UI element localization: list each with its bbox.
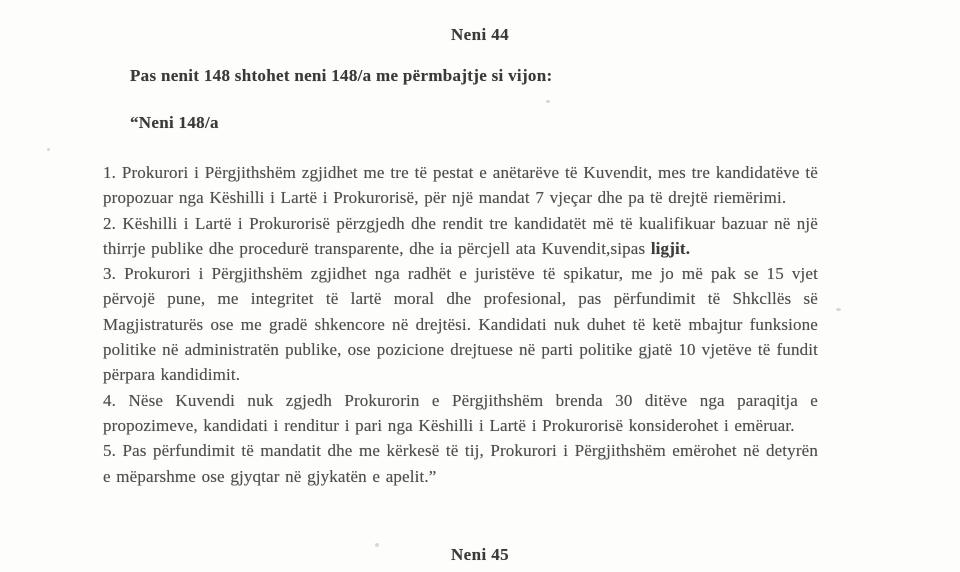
paragraph-4-text: 4. Nëse Kuvendi nuk zgjedh Prokurorin e Përgjithshëm brenda 30 ditëve nga paraqitja e propozimeve, kandidati i renditur i pari nga Këshilli i Lartë i Prokurorisë konsiderohet i emëruar. bbox=[103, 390, 818, 435]
paragraph-2-bold-tail: ligjit. bbox=[650, 238, 691, 258]
scan-speck bbox=[546, 100, 550, 103]
article-subheading-neni-148a: “Neni 148/a bbox=[130, 113, 219, 132]
paragraph-3 bbox=[103, 261, 818, 387]
document-body bbox=[0, 66, 960, 489]
article-heading-neni-45: Neni 45 bbox=[450, 545, 510, 564]
paragraph-4 bbox=[103, 388, 818, 439]
paragraph-1 bbox=[103, 160, 818, 211]
paragraph-5 bbox=[103, 438, 818, 489]
scan-speck bbox=[47, 148, 50, 151]
paragraph-1-text: 1. Prokurori i Përgjithshëm zgjidhet me tre të pestat e anëtarëve të Kuvendit, mes tre kandidatëve të propozuar nga Këshilli i Lartë i Prokurorisë, për një mandat 7 vjeçar dhe pa të drejtë riemërimi. bbox=[103, 163, 818, 208]
paragraph-3-text: 3. Prokurori i Përgjithshëm zgjidhet nga radhët e juristëve të spikatur, me jo më pak se 15 vjet përvojë pune, me integritet të lartë moral dhe profesional, pas përfundimit të Shkcllës së Magjistraturës ose me gradë shkencore në drejtësi. Kandidati nuk duhet të ketë mbajtur funksione politike në administratën publike, ose pozicione drejtuese në parti politike gjatë 10 vjetëve të fundit përpara kandidimit. bbox=[103, 264, 818, 385]
paragraph-2-text: 2. Këshilli i Lartë i Prokurorisë përzgjedh dhe rendit tre kandidatët më të kualifikuar bazuar në një thirrje publike dhe procedurë transparente, dhe ia përcjell ata Kuvendit,sipas bbox=[103, 213, 818, 258]
article-paragraphs bbox=[103, 160, 818, 489]
scan-speck bbox=[836, 308, 841, 311]
paragraph-5-text: 5. Pas përfundimit të mandatit dhe me kërkesë të tij, Prokurori i Përgjithshëm emërohet në detyrën e mëparshme ose gjyqtar në gjykatën e apelit.” bbox=[103, 441, 818, 486]
scan-speck bbox=[375, 543, 379, 547]
amendment-intro-line: Pas nenit 148 shtohet neni 148/a me përmbajtje si vijon: bbox=[130, 66, 553, 85]
paragraph-2 bbox=[103, 211, 818, 262]
article-heading-neni-44: Neni 44 bbox=[450, 25, 510, 44]
